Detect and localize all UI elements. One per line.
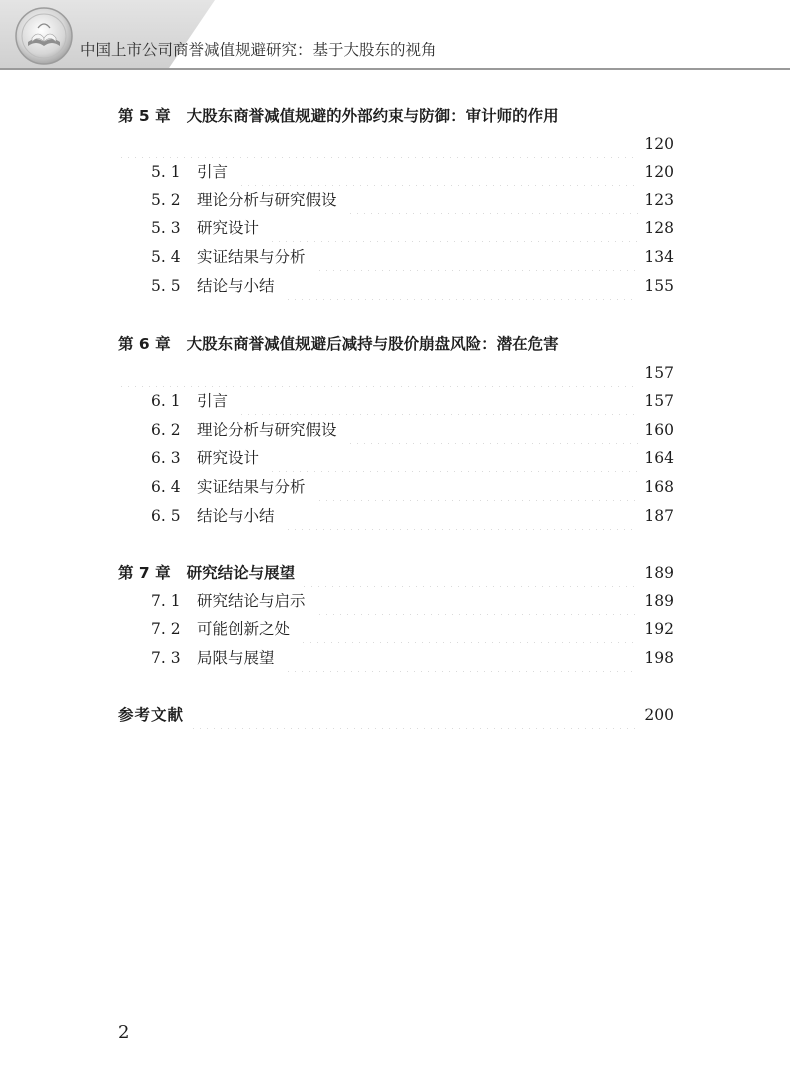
section-number: 6. 1 [151, 392, 181, 410]
section-title: 研究设计 [197, 219, 260, 237]
section-page: 198 [644, 649, 674, 667]
toc-section-row[interactable] [118, 587, 674, 615]
section-title: 可能创新之处 [197, 620, 291, 638]
book-emblem-icon [14, 6, 74, 66]
section-title: 理论分析与研究假设 [197, 421, 337, 439]
chapter-page-line[interactable] [118, 359, 674, 387]
section-page: 160 [644, 421, 674, 439]
section-number: 6. 3 [151, 449, 181, 467]
toc-section-row[interactable] [118, 502, 674, 530]
section-page: 120 [644, 163, 674, 181]
section-page: 192 [644, 620, 674, 638]
section-page: 187 [644, 507, 674, 525]
chapter-number: 第 5 章 [118, 107, 171, 125]
dot-leader [118, 359, 638, 387]
references-page: 200 [644, 706, 674, 724]
chapter-heading[interactable] [118, 102, 674, 130]
running-header-title: 中国上市公司商誉减值规避研究：基于大股东的视角 [80, 41, 437, 59]
dot-leader [316, 473, 638, 501]
section-page: 128 [644, 219, 674, 237]
section-number: 5. 5 [151, 277, 181, 295]
section-title: 理论分析与研究假设 [197, 191, 337, 209]
section-title: 实证结果与分析 [197, 478, 306, 496]
chapter-title: 大股东商誉减值规避后减持与股价崩盘风险：潜在危害 [186, 335, 559, 353]
toc-section-row[interactable] [118, 272, 674, 300]
section-title: 结论与小结 [197, 507, 275, 525]
section-page: 157 [644, 392, 674, 410]
dot-leader [238, 387, 638, 415]
table-of-contents [118, 0, 674, 1072]
toc-section-row[interactable] [118, 473, 674, 501]
chapter-page: 120 [644, 135, 674, 153]
dot-leader [269, 444, 638, 472]
dot-leader [238, 158, 638, 186]
section-title: 研究结论与启示 [197, 592, 306, 610]
toc-section-row[interactable] [118, 387, 674, 415]
toc-section-row[interactable] [118, 644, 674, 672]
chapter-number: 第 7 章 [118, 564, 171, 582]
dot-leader [285, 502, 638, 530]
section-page: 164 [644, 449, 674, 467]
dot-leader [118, 130, 638, 158]
dot-leader [347, 416, 638, 444]
page-number: 2 [118, 1022, 130, 1043]
section-number: 5. 3 [151, 219, 181, 237]
dot-leader [269, 214, 638, 242]
section-page: 155 [644, 277, 674, 295]
chapter-page-line[interactable] [118, 130, 674, 158]
section-title: 实证结果与分析 [197, 248, 306, 266]
dot-leader [285, 644, 638, 672]
section-number: 5. 4 [151, 248, 181, 266]
section-number: 7. 1 [151, 592, 181, 610]
dot-leader [347, 186, 638, 214]
toc-section-row[interactable] [118, 416, 674, 444]
section-number: 6. 2 [151, 421, 181, 439]
section-number: 7. 2 [151, 620, 181, 638]
section-page: 134 [644, 248, 674, 266]
toc-section-row[interactable] [118, 615, 674, 643]
chapter-page: 189 [644, 564, 674, 582]
chapter-title: 大股东商誉减值规避的外部约束与防御：审计师的作用 [186, 107, 559, 125]
toc-section-row[interactable] [118, 214, 674, 242]
section-title: 结论与小结 [197, 277, 275, 295]
chapter-page: 157 [644, 364, 674, 382]
section-title: 引言 [197, 392, 229, 410]
chapter-heading[interactable] [118, 559, 674, 587]
section-page: 168 [644, 478, 674, 496]
toc-references-row[interactable] [118, 701, 674, 729]
dot-leader [301, 559, 638, 587]
section-title: 研究设计 [197, 449, 260, 467]
section-number: 5. 1 [151, 163, 181, 181]
section-number: 6. 4 [151, 478, 181, 496]
chapter-title: 研究结论与展望 [186, 564, 296, 582]
section-title: 局限与展望 [197, 649, 275, 667]
dot-leader [300, 615, 638, 643]
chapter-number: 第 6 章 [118, 335, 171, 353]
section-number: 6. 5 [151, 507, 181, 525]
chapter-heading[interactable] [118, 330, 674, 358]
toc-section-row[interactable] [118, 186, 674, 214]
section-number: 7. 3 [151, 649, 181, 667]
toc-section-row[interactable] [118, 243, 674, 271]
dot-leader [316, 587, 638, 615]
dot-leader [316, 243, 638, 271]
dot-leader [190, 701, 638, 729]
toc-section-row[interactable] [118, 444, 674, 472]
dot-leader [285, 272, 638, 300]
section-page: 123 [644, 191, 674, 209]
section-title: 引言 [197, 163, 229, 181]
toc-section-row[interactable] [118, 158, 674, 186]
section-page: 189 [644, 592, 674, 610]
references-title: 参考文献 [118, 706, 185, 724]
section-number: 5. 2 [151, 191, 181, 209]
